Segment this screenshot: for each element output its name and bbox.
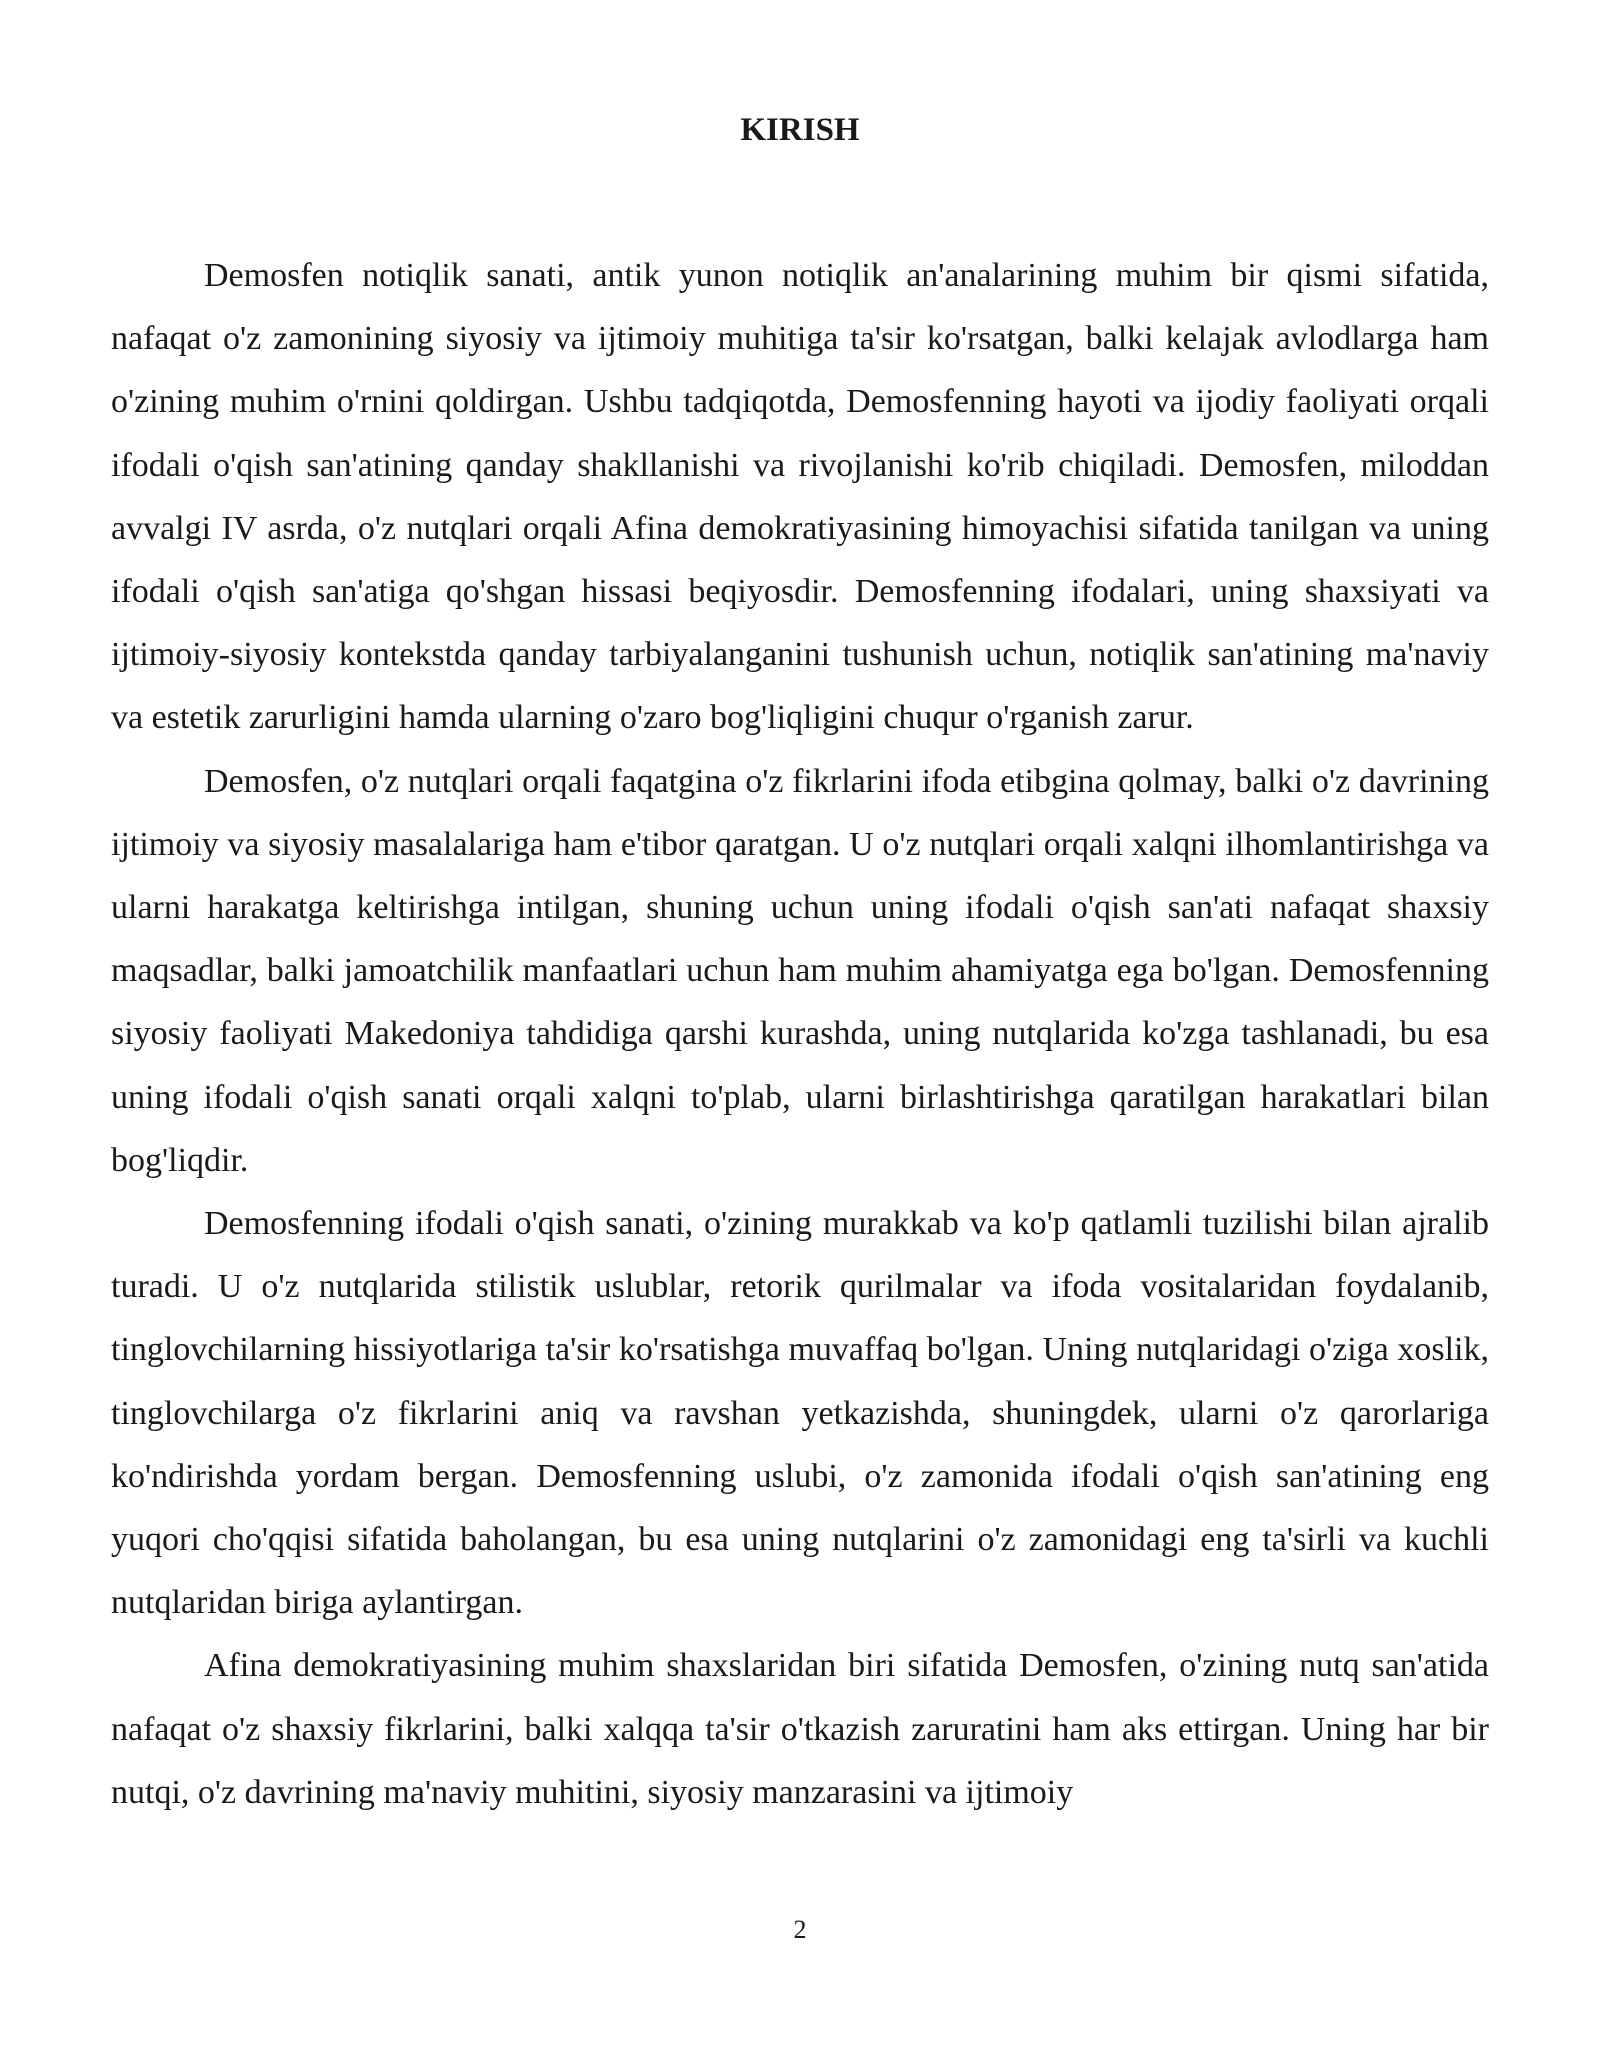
paragraph-4: Afina demokratiyasining muhim shaxslaridan biri sifatida Demosfen, o'zining nutq san'atida nafaqat o'z shaxsiy fikrlarini, balki xalqqa ta'sir o'tkazish zaruratini ham aks ettirgan. Uning har bir nutqi, o'z davrining ma'naviy muhitini, siyosiy manzarasini va ijtimoiy [111,1647,1489,1811]
paragraph-1: Demosfen notiqlik sanati, antik yunon notiqlik an'analarining muhim bir qismi sifatida, nafaqat o'z zamonining siyosiy va ijtimoiy muhitiga ta'sir ko'rsatgan, balki kelajak avlodlarga ham o'zining muhim o'rnini qoldirgan. Ushbu tadqiqotda, Demosfenning hayoti va ijodiy faoliyati orqali ifodali o'qish san'atining qanday shakllanishi va rivojlanishi ko'rib chiqiladi. Demosfen, miloddan avvalgi IV asrda, o'z nutqlari orqali Afina demokratiyasining himoyachisi sifatida tanilgan va uning ifodali o'qish san'atiga qo'shgan hissasi beqiyosdir. Demosfenning ifodalari, uning shaxsiyati va ijtimoiy-siyosiy kontekstda qanday tarbiyalanganini tushunish uchun, notiqlik san'atining ma'naviy va estetik zarurligini hamda ularning o'zaro bog'liqligini chuqur o'rganish zarur. [111,257,1489,737]
body-text [111,244,1489,1824]
paragraph-2: Demosfen, o'z nutqlari orqali faqatgina o'z fikrlarini ifoda etibgina qolmay, balki o'z davrining ijtimoiy va siyosiy masalalariga ham e'tibor qaratgan. U o'z nutqlari orqali xalqni ilhomlantirishga va ularni harakatga keltirishga intilgan, shuning uchun uning ifodali o'qish san'ati nafaqat shaxsiy maqsadlar, balki jamoatchilik manfaatlari uchun ham muhim ahamiyatga ega bo'lgan. Demosfenning siyosiy faoliyati Makedoniya tahdidiga qarshi kurashda, uning nutqlarida ko'zga tashlanadi, bu esa uning ifodali o'qish sanati orqali xalqni to'plab, ularni birlashtirishga qaratilgan harakatlari bilan bog'liqdir. [111,762,1489,1179]
page-heading: KIRISH [740,112,860,148]
page-number: 2 [793,1915,807,1944]
paragraph-3: Demosfenning ifodali o'qish sanati, o'zining murakkab va ko'p qatlamli tuzilishi bilan ajralib turadi. U o'z nutqlarida stilistik uslublar, retorik qurilmalar va ifoda vositalaridan foydalanib, tinglovchilarning hissiyotlariga ta'sir ko'rsatishga muvaffaq bo'lgan. Uning nutqlaridagi o'ziga xoslik, tinglovchilarga o'z fikrlarini aniq va ravshan yetkazishda, shuningdek, ularni o'z qarorlariga ko'ndirishda yordam bergan. Demosfenning uslubi, o'z zamonida ifodali o'qish san'atining eng yuqori cho'qqisi sifatida baholangan, bu esa uning nutqlarini o'z zamonidagi eng ta'sirli va kuchli nutqlaridan biriga aylantirgan. [111,1205,1489,1622]
